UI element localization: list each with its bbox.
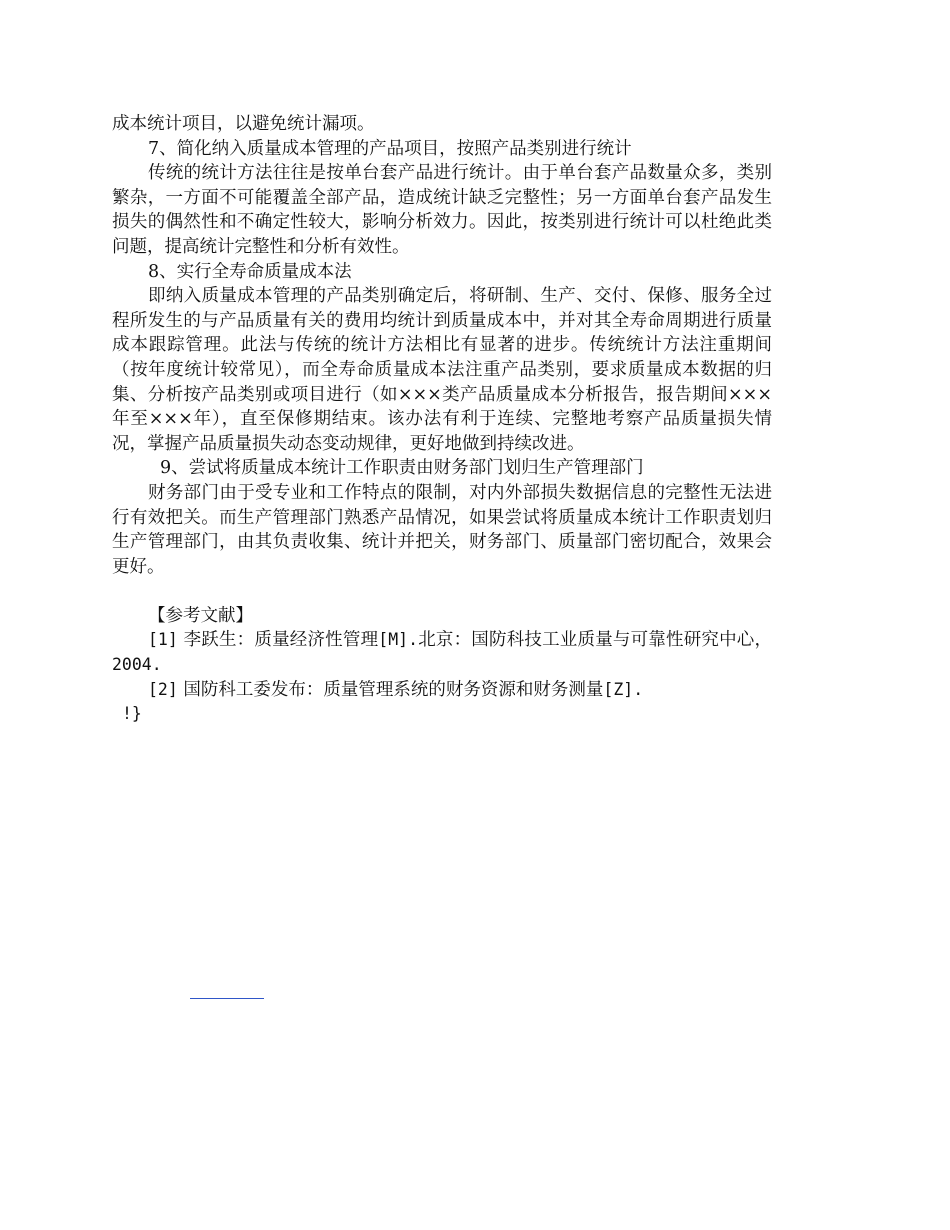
- reference-item-2: [112, 678, 772, 703]
- reference-2-label: [2]: [148, 679, 178, 699]
- spacer: [112, 579, 772, 604]
- reference-1-text-b: [M].: [378, 630, 419, 650]
- reference-1-text-c: 北京：国防科技工业质量与可靠性研究中心，: [418, 630, 772, 651]
- reference-1-label: [1]: [148, 630, 178, 650]
- section-body-9: 财务部门由于受专业和工作特点的限制，对内外部损失数据信息的完整性无法进行有效把关。而生产管理部门熟悉产品情况，如果尝试将质量成本统计工作职责划归生产管理部门，由其负责收集、统计并把关，财务部门、质量部门密切配合，效果会更好。: [112, 482, 772, 577]
- link-underline[interactable]: [190, 998, 264, 999]
- paragraph-intro: 成本统计项目，以避免统计漏项。: [112, 114, 375, 134]
- section-heading-8: 8、实行全寿命质量成本法: [148, 261, 352, 282]
- document-body: [112, 112, 772, 727]
- reference-1-text-d: 2004.: [112, 655, 162, 675]
- reference-1-text-a: 李跃生：质量经济性管理: [183, 630, 379, 651]
- section-heading-7: 7、简化纳入质量成本管理的产品项目，按照产品类别进行统计: [148, 138, 632, 159]
- reference-2-text-b: [Z].: [603, 679, 644, 699]
- reference-item-1: [112, 628, 772, 677]
- reference-2-text-a: 国防科工委发布：质量管理系统的财务资源和财务测量: [183, 679, 604, 700]
- references-heading: 【参考文献】: [148, 605, 253, 626]
- stray-characters: !}: [122, 704, 142, 724]
- section-body-7: 传统的统计方法往往是按单台套产品进行统计。由于单台套产品数量众多，类别繁杂，一方面不可能覆盖全部产品，造成统计缺乏完整性；另一方面单台套产品发生损失的偶然性和不确定性较大，影响分析效力。因此，按类别进行统计可以杜绝此类问题，提高统计完整性和分析有效性。: [112, 163, 772, 257]
- section-heading-9: 9、尝试将质量成本统计工作职责由财务部门划归生产管理部门: [160, 458, 644, 479]
- section-body-8: 即纳入质量成本管理的产品类别确定后，将研制、生产、交付、保修、服务全过程所发生的与产品质量有关的费用均统计到质量成本中，并对其全寿命周期进行质量成本跟踪管理。此法与传统的统计方法相比有显著的进步。传统统计方法注重期间（按年度统计较常见），而全寿命质量成本法注重产品类别，要求质量成本数据的归集、分析按产品类别或项目进行（如×××类产品质量成本分析报告，报告期间×××年至×××年），直至保修期结束。该办法有利于连续、完整地考察产品质量损失情况，掌握产品质量损失动态变动规律，更好地做到持续改进。: [112, 286, 772, 454]
